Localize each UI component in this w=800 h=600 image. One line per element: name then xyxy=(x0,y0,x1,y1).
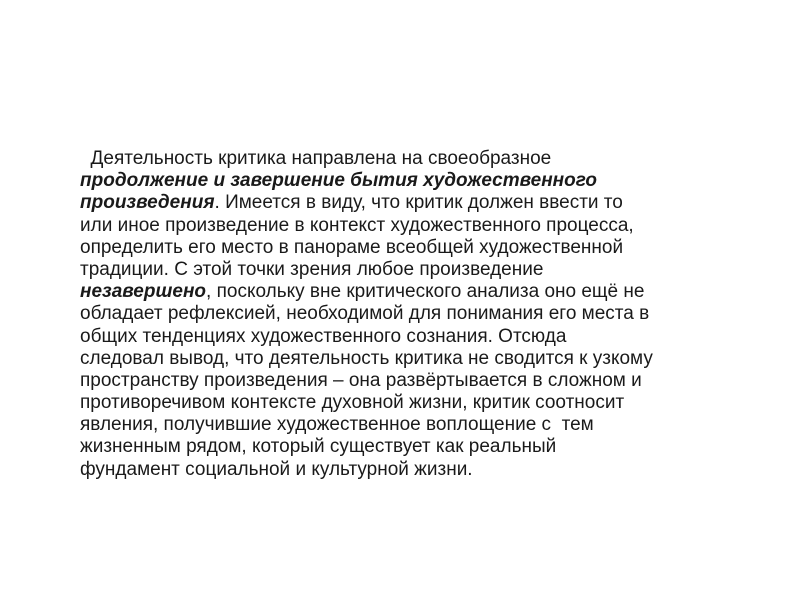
text-line-6: традиции. С этой точки зрения любое произведение xyxy=(80,258,544,280)
text-line-12: противоречивом контексте духовной жизни, критик соотносит xyxy=(80,392,625,414)
text-line-3-rest: . Имеется в виду, что критик должен ввести то xyxy=(214,192,623,214)
text-line-14: жизненным рядом, который существует как реальный xyxy=(80,436,557,458)
text-line-10: следовал вывод, что деятельность критика не сводится к узкому xyxy=(80,347,653,369)
text-line-2 xyxy=(80,170,760,192)
emphasis-work: произведения xyxy=(80,192,215,214)
text-line-11: пространству произведения – она развёртывается в сложном и xyxy=(80,369,642,391)
text-line-13: явления, получившие художественное воплощение с тем xyxy=(80,414,594,436)
emphasis-unfinished: незавершено xyxy=(80,281,207,303)
text-line-1: Деятельность критика направлена на своеобразное xyxy=(80,148,552,169)
text-line-5: определить его место в панораме всеобщей художественной xyxy=(80,236,624,258)
text-line-15: фундамент социальной и культурной жизни. xyxy=(80,458,473,480)
text-line-4: или иное произведение в контекст художественного процесса, xyxy=(80,214,634,236)
emphasis-continuation: продолжение и завершение бытия художественного xyxy=(80,170,598,192)
body-paragraph xyxy=(80,148,760,481)
text-line-7 xyxy=(80,281,760,303)
text-line-8: обладает рефлексией, необходимой для понимания его места в xyxy=(80,303,650,325)
text-line-7-rest: , поскольку вне критического анализа оно ещё не xyxy=(206,281,645,303)
text-line-9: общих тенденциях художественного сознания. Отсюда xyxy=(80,325,567,347)
text-line-3 xyxy=(80,192,760,214)
